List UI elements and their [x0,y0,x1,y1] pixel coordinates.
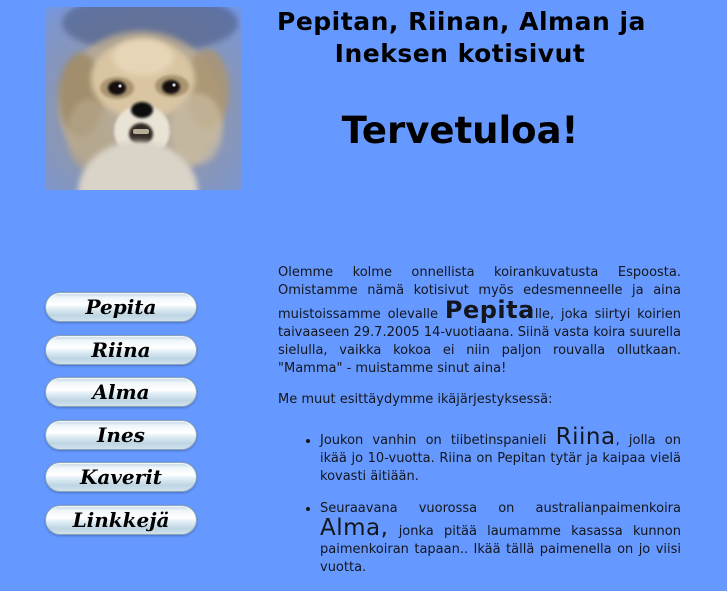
riina-name-highlight: Riina [555,424,616,450]
nav-button-alma[interactable]: Alma [45,377,197,407]
intro-text-after: lle, joka siirtyi koirien taivaaseen 29.7.2005 14-vuotiaana. Siinä vasta koira suurella sielulla, vaikka kokoa ei niin paljon rouvalla ollutkaan. "Mamma" - muistamme sinut aina! [278,307,681,376]
intro-text-before: Olemme kolme onnellista koirankuvatusta Espoosta. Omistamme nämä kotisivut myös edesmenneelle ja aina muistoissamme olevalle [278,265,681,322]
nav-button-kaverit[interactable]: Kaverit [45,462,197,492]
site-title-line2: Ineksen kotisivut [334,39,586,68]
nav-button-pepita[interactable]: Pepita [45,292,197,322]
list-item-alma [320,500,681,577]
riina-text-after: , jolla on ikää jo 10-vuotta. Riina on Pepitan tytär ja kaipaa vielä kovasti äitiään. [320,433,681,484]
alma-text-after: jonka pitää laumamme kasassa kunnon paimenkoiran tapaan.. Ikää tällä paimenella on jo viisi vuotta. [320,524,681,575]
page-header [277,6,646,152]
nav-button-linkkeja[interactable]: Linkkejä [45,505,197,535]
nav-button-ines[interactable]: Ines [45,420,197,450]
dog-list [278,424,681,577]
alma-name-highlight: Alma, [320,515,389,541]
pepita-name-highlight: Pepita [444,296,535,324]
list-item-riina [320,424,681,486]
list-intro: Me muut esittäydymme ikäjärjestyksessä: [278,392,553,407]
riina-text-before: Joukon vanhin on tiibetinspanieli [320,433,556,448]
dog-photo [45,7,242,190]
nav-button-riina[interactable]: Riina [45,335,197,365]
sidebar-nav [45,292,197,535]
welcome-heading: Tervetuloa! [341,109,579,152]
intro-paragraph [278,264,681,378]
site-title-line1: Pepitan, Riinan, Alman ja [277,7,646,36]
main-content [278,264,681,591]
alma-text-before: Seuraavana vuorossa on australianpaimenkoira [320,501,681,516]
